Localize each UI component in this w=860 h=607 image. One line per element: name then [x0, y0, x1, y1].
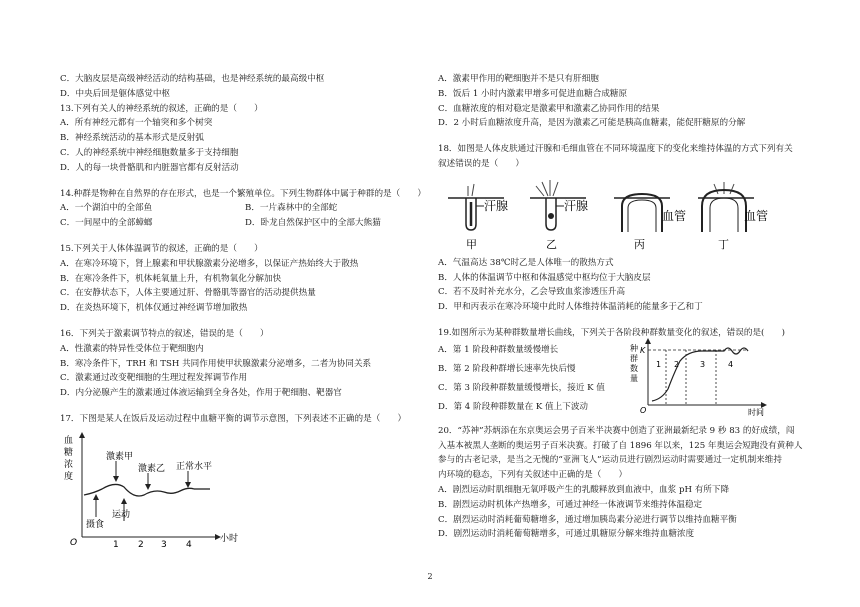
- y-label-2: 糖: [64, 447, 74, 458]
- panel-name-ding: 丁: [718, 237, 729, 251]
- left-column: [60, 72, 425, 549]
- question-20: [438, 424, 808, 542]
- y-label-3: 浓: [64, 459, 74, 470]
- q15-option-b: B．在寒冷条件下，机体耗氧量上升，有机物氧化分解加快: [60, 273, 282, 284]
- q20-option-c: C．剧烈运动时消耗葡萄糖增多，通过增加胰岛素分泌进行调节以维持血糖平衡: [438, 514, 737, 525]
- panel-bing: [614, 194, 686, 251]
- q12-option-d: D．中央后回是躯体感觉中枢: [60, 88, 171, 99]
- q19-option-b: B．第 2 阶段种群增长速率先快后慢: [438, 363, 576, 374]
- q14-option-c: C．一间屋中的全部蟑螂: [60, 218, 153, 229]
- q16-option-a: A．性激素的特异性受体位于靶细胞内: [60, 343, 204, 354]
- q20-stem-line-3: 参与的古老记录，是当之无愧的“亚洲飞人”运动员进行剧烈运动时需要通过一定机制来维持: [438, 455, 782, 466]
- q20-stem-line-2: 入基本被黑人垄断的奥运男子百米决赛。打破了自 1896 年以来，125 年奥运会短跑没有黄种人: [438, 440, 803, 451]
- q18-stem-line-2: 叙述错误的是（ ）: [438, 158, 524, 169]
- stage-2: 2: [674, 359, 680, 369]
- y-label-2: 群: [630, 353, 638, 363]
- q14-options-row-1: [60, 201, 425, 216]
- growth-curve: [652, 348, 748, 401]
- x-axis-label: 小时: [220, 533, 239, 544]
- question-14: [60, 187, 425, 231]
- skin-thermoregulation-figure: [438, 176, 778, 254]
- q18-stem-line-1: 18．如图是人体皮肤通过汗腺和毛细血管在不同环境温度下的变化来维持体温的方式下列有关: [438, 144, 793, 155]
- blood-glucose-figure: [60, 429, 260, 549]
- q17-option-b: B．饭后 1 小时内激素甲增多可促进血糖合成糖原: [438, 88, 628, 99]
- stage-1: 1: [656, 359, 662, 369]
- q17-stem: 17．下图是某人在饭后及运动过程中血糖平衡的调节示意图，下列表述不正确的是（ ）: [60, 413, 407, 424]
- q19-option-a: A．第 1 阶段种群数量缓慢增长: [438, 344, 559, 355]
- origin-label: O: [70, 537, 78, 548]
- q18-option-c: C．若不及时补充水分，乙会导致血浆渗透压升高: [438, 287, 626, 298]
- x-axis-label: 时间: [748, 407, 764, 417]
- label-exercise: 运动: [112, 509, 131, 520]
- q16-option-d: D．内分泌腺产生的激素通过体液运输到全身各处，作用于靶细胞、靶器官: [60, 388, 342, 399]
- q16-stem: 16．下列关于激素调节特点的叙述，错误的是（ ）: [60, 328, 269, 339]
- y-label-3: 数: [630, 363, 638, 373]
- origin-label: O: [640, 405, 647, 415]
- label-sweat-gland-1: 汗腺: [484, 198, 509, 213]
- label-intake: 摄食: [86, 519, 105, 530]
- q19-option-c: C．第 3 阶段种群数量缓慢增长，接近 K 值: [438, 382, 605, 393]
- y-label-1: 血: [64, 435, 74, 446]
- question-18: [438, 142, 808, 315]
- q20-option-b: B．剧烈运动时机体产热增多，可通过神经一体液调节来维持体温稳定: [438, 499, 703, 510]
- q12-option-c: C．大脑皮层是高级神经活动的结构基础，也是神经系统的最高级中枢: [60, 74, 325, 84]
- y-label-4: 量: [630, 373, 638, 383]
- glucose-curve: [84, 484, 194, 496]
- tick-4: 4: [186, 539, 192, 549]
- question-13: [60, 102, 425, 176]
- panel-name-bing: 丙: [634, 237, 645, 251]
- q13-option-c: C．人的神经系统中神经细胞数量多于支持细胞: [60, 147, 239, 158]
- panel-name-jia: 甲: [466, 237, 477, 251]
- q15-option-a: A．在寒冷环境下，肾上腺素和甲状腺激素分泌增多，以保证产热始终大于散热: [60, 258, 359, 269]
- label-sweat-gland-2: 汗腺: [564, 198, 589, 213]
- q17-option-c: C．血糖浓度的相对稳定是激素甲和激素乙协同作用的结果: [438, 103, 660, 114]
- tick-3: 3: [161, 539, 167, 549]
- q14-option-a: A．一个湖泊中的全部鱼: [60, 203, 153, 214]
- tick-1: 1: [113, 539, 119, 549]
- k-label: K: [640, 345, 646, 355]
- q13-option-a: A．所有神经元都有一个轴突和多个树突: [60, 118, 213, 129]
- q19-option-d: D．第 4 阶段种群数量在 K 值上下波动: [438, 401, 589, 412]
- q17-option-a: A．激素甲作用的靶细胞并不是只有肝细胞: [438, 74, 599, 84]
- panel-yi: [530, 180, 588, 251]
- panel-jia: [448, 184, 508, 251]
- q13-stem: 13.下列有关人的神经系统的叙述，正确的是（ ）: [60, 103, 263, 114]
- q13-option-b: B．神经系统活动的基本形式是反射弧: [60, 133, 204, 144]
- q14-options-row-2: [60, 216, 425, 231]
- panel-ding: [698, 182, 768, 251]
- question-17: [60, 412, 425, 549]
- q18-option-d: D．甲和丙表示在寒冷环境中此时人体维持体温消耗的能量多于乙和丁: [438, 302, 703, 313]
- q13-option-d: D．人的每一块骨骼肌和内脏器官都有反射活动: [60, 162, 239, 173]
- panel-name-yi: 乙: [546, 237, 557, 251]
- q15-option-c: C．在安静状态下，人体主要通过肝、骨骼肌等器官的活动提供热量: [60, 288, 316, 299]
- q14-stem: 14.种群是物种在自然界的存在形式，也是一个繁殖单位。下列生物群体中属于种群的是（ ）: [60, 188, 427, 199]
- label-blood-vessel-2: 血管: [744, 208, 769, 223]
- q17-option-d: D．2 小时后血糖浓度升高，是因为激素乙可能是胰高血糖素，能促肝糖原的分解: [438, 118, 746, 129]
- stage-3: 3: [700, 359, 706, 369]
- y-label-4: 度: [64, 471, 74, 482]
- label-hormone-b: 激素乙: [138, 463, 166, 474]
- q15-option-d: D．在炎热环境下，机体仅通过神经调节增加散热: [60, 303, 248, 314]
- label-normal-level: 正常水平: [176, 461, 213, 472]
- q16-option-c: C．激素通过改变靶细胞的生理过程发挥调节作用: [60, 373, 248, 384]
- question-19: [438, 326, 808, 417]
- q20-option-a: A．剧烈运动时肌细胞无氧呼吸产生的乳酸释放到血液中，血浆 pH 有所下降: [438, 484, 730, 495]
- q16-option-b: B．寒冷条件下，TRH 和 TSH 共同作用使甲状腺激素分泌增多，二者为协同关系: [60, 358, 372, 369]
- q14-option-b: B．一片森林中的全部蛇: [245, 203, 338, 214]
- right-column: [438, 72, 808, 542]
- q15-stem: 15.下列关于人体体温调节的叙述，正确的是（ ）: [60, 243, 263, 254]
- question-16: [60, 327, 425, 401]
- q18-option-b: B．人体的体温调节中枢和体温感觉中枢均位于大脑皮层: [438, 272, 651, 283]
- q20-option-d: D．剧烈运动时消耗葡萄糖增多，可通过肌糖原分解来维持血糖浓度: [438, 529, 695, 540]
- y-label-1: 种: [630, 343, 638, 353]
- q14-option-d: D．卧龙自然保护区中的全部大熊猫: [245, 218, 381, 229]
- label-blood-vessel-1: 血管: [662, 208, 687, 223]
- label-hormone-a: 激素甲: [106, 451, 134, 462]
- q20-stem-line-1: 20．“苏神”苏炳添在东京奥运会男子百米半决赛中创造了亚洲最新纪录 9 秒 83 的好成绩，闯: [438, 425, 795, 436]
- question-15: [60, 242, 425, 316]
- stage-4: 4: [728, 359, 734, 369]
- q18-option-a: A．气温高达 38℃时乙是人体唯一的散热方式: [438, 257, 614, 268]
- tick-2: 2: [138, 539, 144, 549]
- page-number: 2: [427, 572, 433, 581]
- q19-stem: 19.如图所示为某种群数量增长曲线，下列关于各阶段种群数量变化的叙述，错误的是( ): [438, 327, 785, 338]
- population-growth-figure: [628, 337, 778, 417]
- question-17-options: [438, 72, 808, 131]
- q20-stem-line-4: 内环境的稳态，下列有关叙述中正确的是（ ）: [438, 470, 628, 481]
